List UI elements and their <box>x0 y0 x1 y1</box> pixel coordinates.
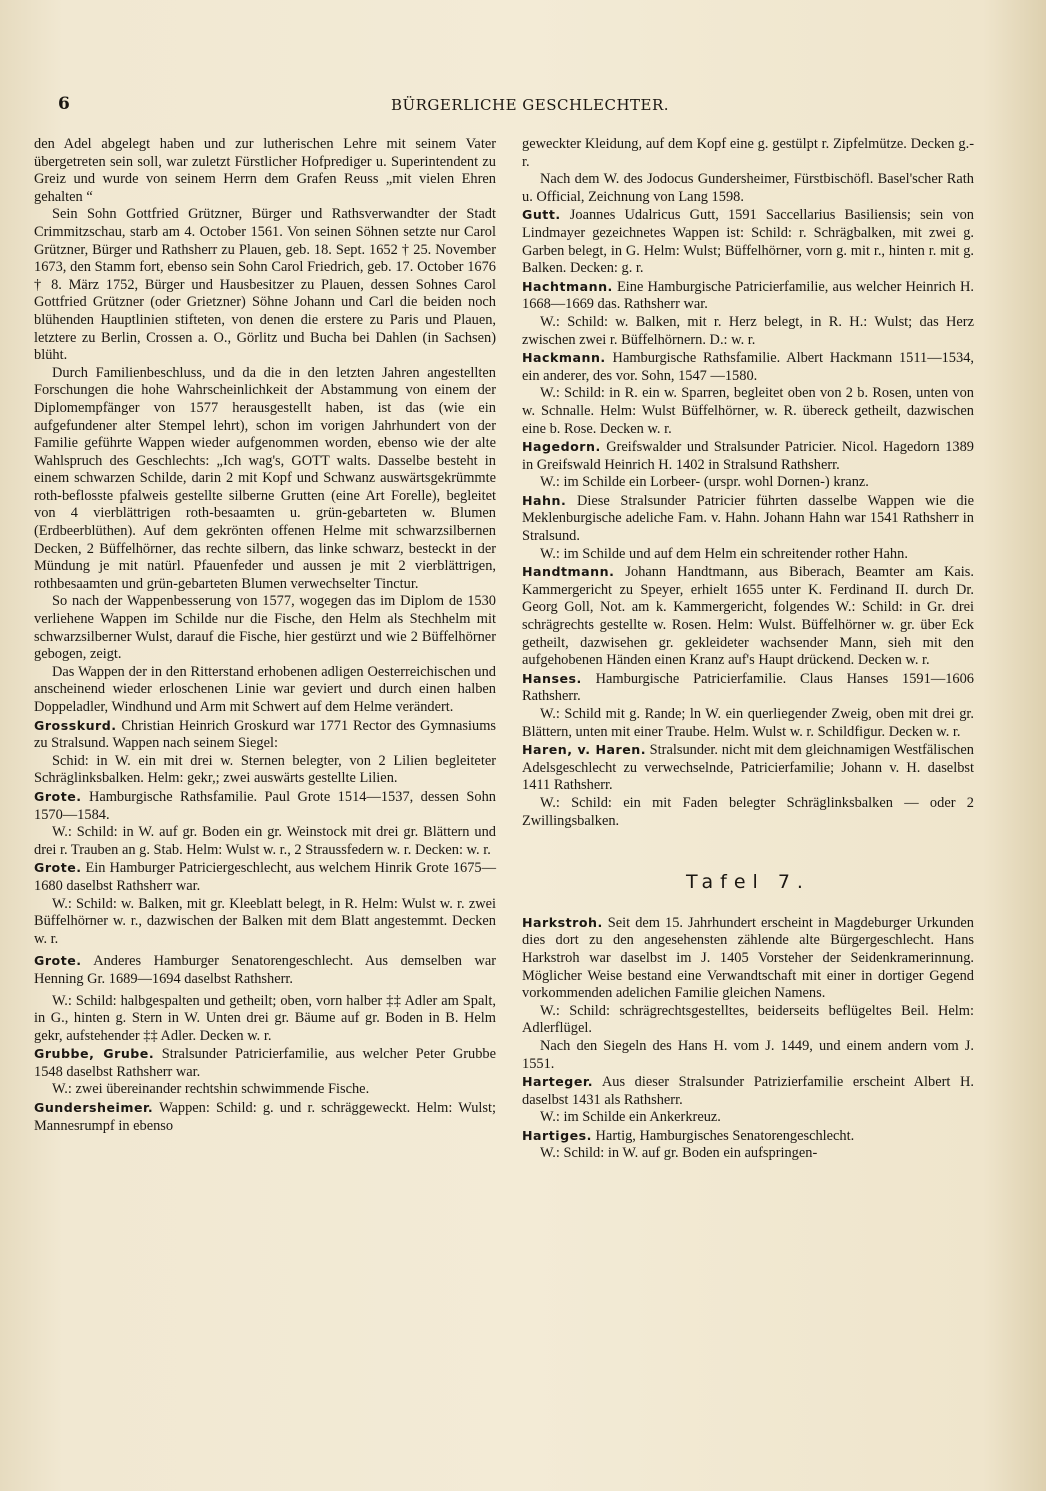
entry-blazon: W.: zwei übereinander rechtshin schwimmende Fische. <box>52 1081 370 1098</box>
entry-blazon: Schid: in W. ein mit drei w. Sternen belegter, von 2 Lilien begleiteter Schräglinksbalken. Helm: gekr,; zwei auswärts gestellte Lilien. <box>34 752 496 787</box>
entry-hanses <box>522 670 974 706</box>
paragraph: Nach dem W. des Jodocus Gundersheimer, Fürstbischöfl. Basel'scher Rath u. Official, Zeichnung von Lang 1598. <box>522 171 974 205</box>
entry-text: Diese Stralsunder Patricier führten dasselbe Wappen wie die Meklenburgische adeliche Fam. v. Hahn. Johann Hahn war 1541 Rathsherr in Stralsund. <box>522 492 974 545</box>
entry-blazon: W.: Schild: schrägrechtsgestelltes, beiderseits beflügeltes Beil. Helm: Adlerflügel. <box>522 1002 974 1037</box>
left-column <box>34 136 496 1135</box>
entry-blazon: W.: im Schilde ein Ankerkreuz. <box>540 1109 721 1126</box>
entry-hachtmann <box>522 278 974 314</box>
entry-headword: Harkstroh. <box>522 914 603 930</box>
entry-blazon: W.: im Schilde und auf dem Helm ein schreitender rother Hahn. <box>540 545 908 562</box>
entry-harkstroh <box>522 914 974 1003</box>
entry-headword: Grote. <box>34 953 82 969</box>
paragraph: Durch Familienbeschluss, und da die in den letzten Jahren angestellten Forschungen die hohe Wahrscheinlichkeit der Abstammung von einem der Diplomempfänger von 1577 herausgestellt haben, ist das (wie ein aufgefundener alter Stempel lehrt), schon im vorigen Jahrhundert von der Familie geführte Wappen wieder aufgenommen worden, ebenso wie der alte Wahlspruch des Geschlechts: „Ich wag's, GOTT walts. Dasselbe besteht in einem schwarzen Schilde, darin 2 mit Kopf und Schwanz auswärtsgekrümmte roth-beflosste pfalweis gestellte silberne Grutten (eine Art Forelle), begleitet von 4 vierblättrigen roth-besaamten u. grün-gebarteten w. Blumen (Erdbeerblüthen). Auf dem gekrönten offenen Helme mit schwarzsilbernen Decken, 2 Büffelhörner, das rechte silbern, das linke schwarz, besteckt in der Mündung je mit natürl. Pfauenfeder und aussen je mit 2 vierblättrigen, rothbesaamten und grün-gebarteten Blumen verwechselter Tinctur. <box>34 364 496 592</box>
entry-headword: Grote. <box>34 788 82 804</box>
entry-headword: Gundersheimer. <box>34 1100 154 1116</box>
entry-headword: Harteger. <box>522 1074 594 1090</box>
entry-hahn <box>522 492 974 546</box>
entry-hartiges <box>522 1127 974 1146</box>
entry-text: Ein Hamburger Patriciergeschlecht, aus welchem Hinrik Grote 1675—1680 daselbst Rathsherr war. <box>34 860 496 894</box>
entry-handtmann <box>522 563 974 670</box>
entry-grosskurd <box>34 717 496 753</box>
entry-blazon: W.: Schild: halbgespalten und getheilt; oben, vorn halber ‡‡ Adler am Spalt, in G., hinten g. Stern in W. Unten drei gr. Bäume auf gr. Boden in B. Helm gekr, aufstehender ‡‡ Adler. Decken w. r. <box>34 992 496 1044</box>
entry-headword: Grote. <box>34 860 82 876</box>
plate-heading: Tafel 7. <box>686 871 810 894</box>
entry-grote-3 <box>34 952 496 988</box>
entry-grubbe <box>34 1045 496 1081</box>
entry-headword: Gutt. <box>522 207 561 223</box>
entry-text: Hamburgische Patricierfamilie. Claus Hanses 1591—1606 Rathsherr. <box>522 670 974 705</box>
entry-headword: Hartiges. <box>522 1127 592 1143</box>
entry-text: Anderes Hamburger Senatorengeschlecht. Aus demselben war Henning Gr. 1689—1694 daselbst Rathsherr. <box>34 953 496 987</box>
page-header <box>30 94 1030 118</box>
entry-gundersheimer <box>34 1099 496 1135</box>
entry-text: Eine Hamburgische Patricierfamilie, aus welcher Heinrich H. 1668—1669 das. Rathsherr war. <box>522 278 974 313</box>
entry-headword: Hanses. <box>522 670 582 686</box>
entry-note: Nach den Siegeln des Hans H. vom J. 1449, und einem andern vom J. 1551. <box>522 1037 974 1072</box>
entry-grote-1 <box>34 788 496 824</box>
entry-blazon: W.: Schild: in R. ein w. Sparren, begleitet oben von 2 b. Rosen, unten von w. Schnalle. Helm: Wulst Büffelhörner, w. R. übereck getheilt, dazwischen eine b. Rose. Decken w. r. <box>522 385 974 437</box>
entry-headword: Hahn. <box>522 492 567 508</box>
paragraph: Das Wappen der in den Ritterstand erhobenen adligen Oesterreichischen und anscheinend wieder erloschenen Linie war geviert und durch einen halben Doppeladler, Windhund und Arm mit Schwert auf dem Helme verändert. <box>34 663 496 715</box>
entry-headword: Hachtmann. <box>522 278 613 294</box>
entry-grote-2 <box>34 859 496 895</box>
entry-headword: Haren, v. Haren. <box>522 742 646 758</box>
entry-text: Joannes Udalricus Gutt, 1591 Saccellarius Basiliensis; sein von Lindmayer gezeichnetes Wappen ist: Schild: r. Schrägbalken, mit zwei g. Garben belegt, in G. Helm: Wulst; Büffelhörner, vorn g. mit r., hinten r. mit g. Balken. Decken: g. r. <box>522 207 974 277</box>
entry-blazon: W.: Schild: in W. auf gr. Boden ein gr. Weinstock mit drei gr. Blättern und drei r. Trauben an g. Stab. Helm: Wulst w. r., 2 Straussfedern w. r. Decken: w. r. <box>34 824 496 858</box>
entry-blazon: W.: im Schilde ein Lorbeer- (urspr. wohl Dornen-) kranz. <box>540 474 869 491</box>
entry-text: Hartig, Hamburgisches Senatorengeschlecht. <box>591 1127 855 1144</box>
entry-haren <box>522 741 974 795</box>
paragraph: den Adel abgelegt haben und zur lutherischen Lehre mit seinem Vater übergetreten sein soll, war zuletzt Fürstlicher Hofprediger u. Superintendent zu Greiz und wurde von seinem Herrn dem Grafen Reuss „mit vielen Ehren gehalten “ <box>34 136 496 205</box>
right-column <box>522 136 974 1163</box>
entry-text: Stralsunder Patricierfamilie, aus welcher Peter Grubbe 1548 daselbst Rathsherr war. <box>34 1046 496 1080</box>
entry-text: Johann Handtmann, aus Biberach, Beamter am Kais. Kammergericht zu Speyer, erhielt 1655 unter K. Ferdinand II. durch Dr. Georg Goll, Not. am k. Kammergericht, folgendes W.: Schild: in Gr. drei schrägrechts gestellte w. Rosen. Helm: Wulst. Büffelhörner w. gr. über Eck getheilt, dazwisehen gr. gekleideter wachsender Mann, sieh mit den aufgehobenen Händen einen Kranz auf's Haupt drückend. Decken w. r. <box>522 564 974 669</box>
paragraph: Sein Sohn Gottfried Grützner, Bürger und Rathsverwandter der Stadt Crimmitzschau, starb am 4. October 1561. Von seinen Söhnen setzte nur Carol Grützner, Bürger und Rathsherr zu Plauen, geb. 18. Sept. 1652 † 25. November 1673, den Stamm fort, ebenso sein Sohn Carol Friedrich, geb. 17. October 1676 † 8. März 1752, Bürger und Hausbesitzer zu Plauen, dessen Sohnes Carol Gottfried Grützner (oder Grietzner) Söhne Johann und Carl die beiden noch blühenden Hauptlinien stifteten, von denen die erstere zu Paris und Plauen, letztere zu Berlin, Crossen a. O., Görlitz und Bucha bei Dahlen (in Sachsen) blüht. <box>34 206 496 364</box>
entry-headword: Grosskurd. <box>34 717 117 733</box>
entry-blazon: W.: Schild: w. Balken, mit r. Herz belegt, in R. H.: Wulst; das Herz zwischen zwei r. Büffelhörnern. D.: w. r. <box>522 313 974 348</box>
entry-text: Hamburgische Rathsfamilie. Paul Grote 1514—1537, dessen Sohn 1570—1584. <box>34 788 496 823</box>
entry-text: Greifswalder und Stralsunder Patricier. Nicol. Hagedorn 1389 in Greifswald Heinrich H. 1402 in Stralsund Rathsherr. <box>522 439 974 473</box>
entry-blazon: W.: Schild: ein mit Faden belegter Schräglinksbalken — oder 2 Zwillingsbalken. <box>522 794 974 829</box>
paragraph: geweckter Kleidung, auf dem Kopf eine g. gestülpt r. Zipfelmütze. Decken g.-r. <box>522 136 974 170</box>
entry-gutt <box>522 206 974 277</box>
entry-headword: Handtmann. <box>522 564 615 580</box>
entry-harteger <box>522 1073 974 1109</box>
entry-text: Christian Heinrich Groskurd war 1771 Rector des Gymnasiums zu Stralsund. Wappen nach seinem Siegel: <box>34 717 496 752</box>
entry-headword: Hackmann. <box>522 350 606 366</box>
entry-headword: Grubbe, Grube. <box>34 1046 155 1062</box>
running-title: BÜRGERLICHE GESCHLECHTER. <box>390 96 670 114</box>
entry-hackmann <box>522 349 974 385</box>
entry-hagedorn <box>522 438 974 474</box>
entry-text: Seit dem 15. Jahrhundert erscheint in Magdeburger Urkunden dies dort zu den angesehensten zählende alte Bürgergeschlecht. Hans Harkstroh war daselbst im J. 1405 Vorsteher der Seidenkramerinnung. Möglicher Weise bestand eine Verwandtschaft mit einer in dortiger Gegend vorkommenden adelichen Familie gleichen Namens. <box>522 914 974 1002</box>
entry-text: Hamburgische Rathsfamilie. Albert Hackmann 1511—1534, ein anderer, des vor. Sohn, 1547 —1580. <box>522 350 974 384</box>
entry-blazon: W.: Schild: w. Balken, mit gr. Kleeblatt belegt, in R. Helm: Wulst w. r. zwei Büffelhörner w. r., dazwischen der Balken mit dem Blatt angestemmt. Decken w. r. <box>34 895 496 947</box>
entry-headword: Hagedorn. <box>522 439 601 455</box>
entry-blazon: W.: Schild: in W. auf gr. Boden ein aufspringen- <box>540 1145 818 1162</box>
entry-text: Stralsunder. nicht mit dem gleichnamigen Westfälischen Adelsgeschlecht zu verwechselnde, Patricierfamilie; Johann v. H. daselbst 1411 Rathsherr. <box>522 742 974 794</box>
paragraph: So nach der Wappenbesserung von 1577, wogegen das im Diplom de 1530 verliehene Wappen im Schilde nur die Fische, den Helm als Stechhelm mit schwarzsilberner Wulst, darauf die Fische, hier gestürzt und wie 2 Büffelhörner gebogen, zeigt. <box>34 593 496 663</box>
entry-text: Wappen: Schild: g. und r. schräggeweckt. Helm: Wulst; Mannesrumpf in ebenso <box>34 1100 496 1134</box>
entry-text: Aus dieser Stralsunder Patrizierfamilie erscheint Albert H. daselbst 1431 als Rathsherr. <box>522 1074 974 1108</box>
page-number: 6 <box>58 94 70 114</box>
entry-blazon: W.: Schild mit g. Rande; ln W. ein querliegender Zweig, oben mit drei gr. Blättern, unten mit einer Traube. Helm. Wulst w. r. Schildfigur. Decken w. r. <box>522 706 974 740</box>
